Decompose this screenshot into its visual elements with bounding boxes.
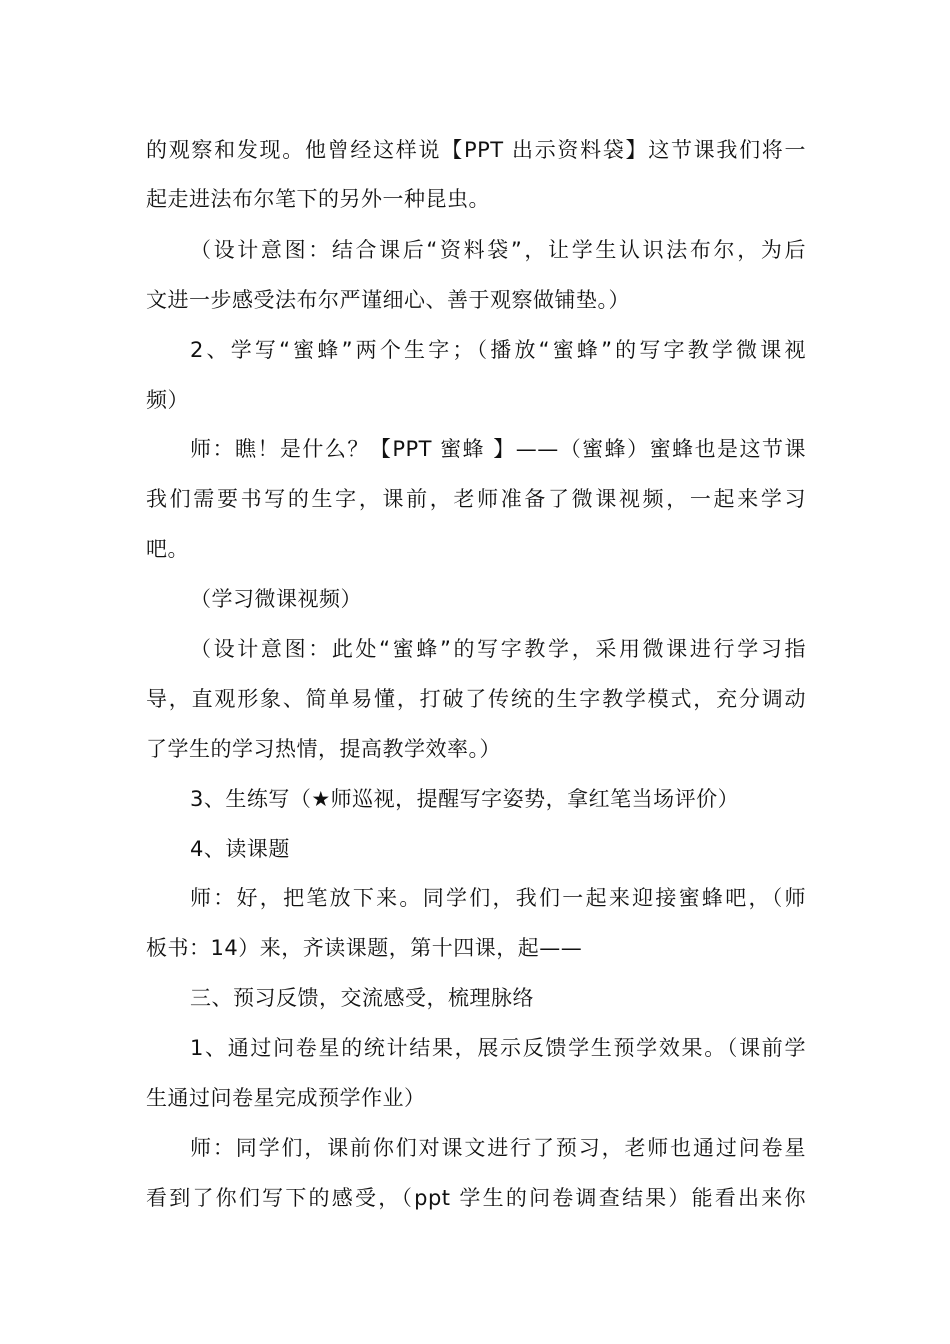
text-line: 师：瞧！是什么？【PPT 蜜蜂 】——（蜜蜂）蜜蜂也是这节课 (190, 437, 806, 461)
text-line: 的观察和发现。他曾经这样说【PPT 出示资料袋】这节课我们将一 (146, 138, 806, 162)
text-line: 1、通过问卷星的统计结果，展示反馈学生预学效果。（课前学 (190, 1036, 806, 1060)
text-line: 频） (146, 388, 189, 412)
text-line: 文进一步感受法布尔严谨细心、善于观察做铺垫。） (146, 288, 630, 312)
text-line: 看到了你们写下的感受，（ppt 学生的问卷调查结果）能看出来你 (146, 1186, 806, 1210)
text-line: 2、学写“蜜蜂”两个生字；（播放“蜜蜂”的写字教学微课视 (190, 338, 806, 362)
text-line: （设计意图：此处“蜜蜂”的写字教学，采用微课进行学习指 (190, 637, 806, 661)
text-line: 导，直观形象、简单易懂，打破了传统的生字教学模式，充分调动 (146, 687, 806, 711)
text-line: 了学生的学习热情，提高教学效率。） (146, 737, 501, 761)
text-line: 我们需要书写的生字，课前，老师准备了微课视频，一起来学习 (146, 487, 806, 511)
text-line: 师：同学们，课前你们对课文进行了预习，老师也通过问卷星 (190, 1136, 806, 1160)
text-line: 吧。 (146, 537, 189, 561)
text-line: 生通过问卷星完成预学作业） (146, 1086, 426, 1110)
text-line: 3、生练写（★师巡视，提醒写字姿势，拿红笔当场评价） (190, 787, 740, 811)
text-line: （设计意图：结合课后“资料袋”，让学生认识法布尔，为后 (190, 238, 806, 262)
text-line: 三、预习反馈，交流感受，梳理脉络 (190, 986, 534, 1010)
text-line: （学习微课视频） (190, 587, 362, 611)
text-line: 4、读课题 (190, 837, 290, 861)
text-line: 师：好，把笔放下来。同学们，我们一起来迎接蜜蜂吧，（师 (190, 886, 806, 910)
text-line: 板书：14）来，齐读课题，第十四课，起—— (146, 936, 583, 960)
text-line: 起走进法布尔笔下的另外一种昆虫。 (146, 187, 490, 211)
